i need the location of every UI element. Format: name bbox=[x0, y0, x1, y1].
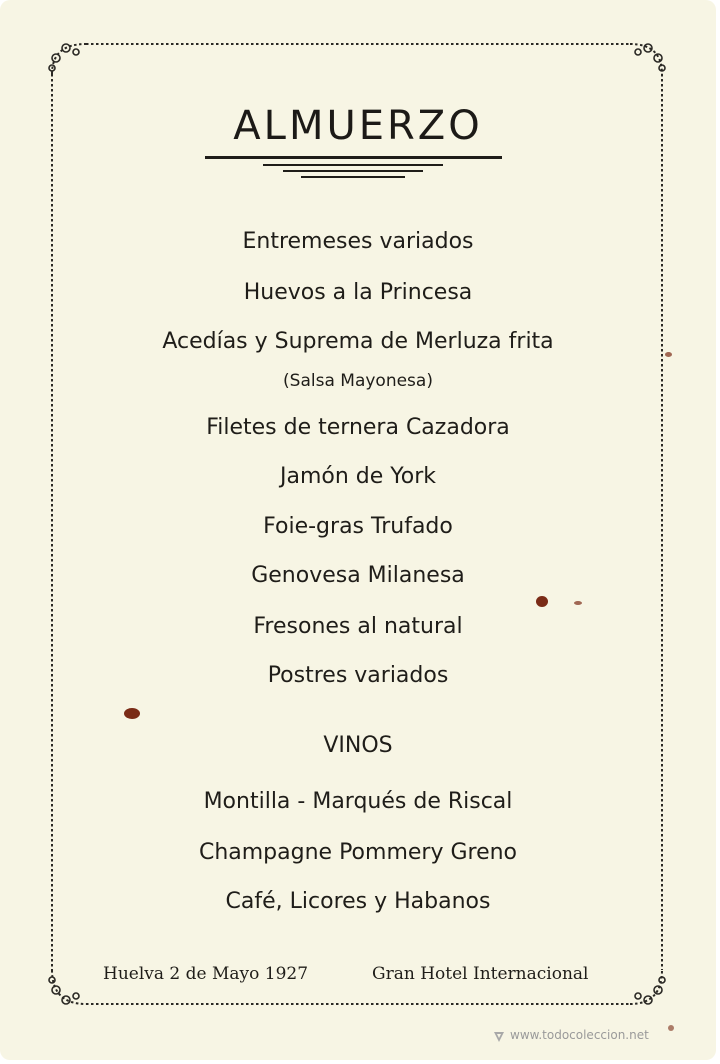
menu-item: Postres variados bbox=[267, 663, 449, 688]
menu-title: ALMUERZO bbox=[233, 103, 483, 149]
menu-item: Genovesa Milanesa bbox=[251, 563, 465, 588]
menu-item: Foie-gras Trufado bbox=[263, 514, 453, 539]
wines-heading: VINOS bbox=[323, 733, 393, 758]
watermark-text: www.todocoleccion.net bbox=[510, 1028, 649, 1042]
stain-mark bbox=[668, 1025, 674, 1031]
stain-mark bbox=[574, 601, 582, 605]
stain-mark bbox=[536, 596, 548, 607]
footer-venue: Gran Hotel Internacional bbox=[372, 964, 589, 984]
menu-item: Jamón de York bbox=[279, 464, 437, 489]
menu-item: Fresones al natural bbox=[253, 614, 463, 639]
todocoleccion-logo-icon bbox=[492, 1029, 506, 1043]
wine-item: Montilla - Marqués de Riscal bbox=[203, 789, 513, 814]
stain-mark bbox=[124, 708, 140, 719]
menu-item-note: (Salsa Mayonesa) bbox=[283, 371, 433, 391]
menu-item: Entremeses variados bbox=[242, 229, 474, 254]
footer-place-date: Huelva 2 de Mayo 1927 bbox=[103, 964, 309, 984]
wine-item: Café, Licores y Habanos bbox=[225, 889, 491, 914]
menu-item: Acedías y Suprema de Merluza frita bbox=[162, 329, 554, 354]
watermark bbox=[492, 1028, 649, 1043]
wine-item: Champagne Pommery Greno bbox=[198, 840, 518, 865]
menu-item: Filetes de ternera Cazadora bbox=[206, 415, 510, 440]
title-underline-ornament bbox=[205, 150, 505, 184]
menu-item: Huevos a la Princesa bbox=[243, 280, 473, 305]
